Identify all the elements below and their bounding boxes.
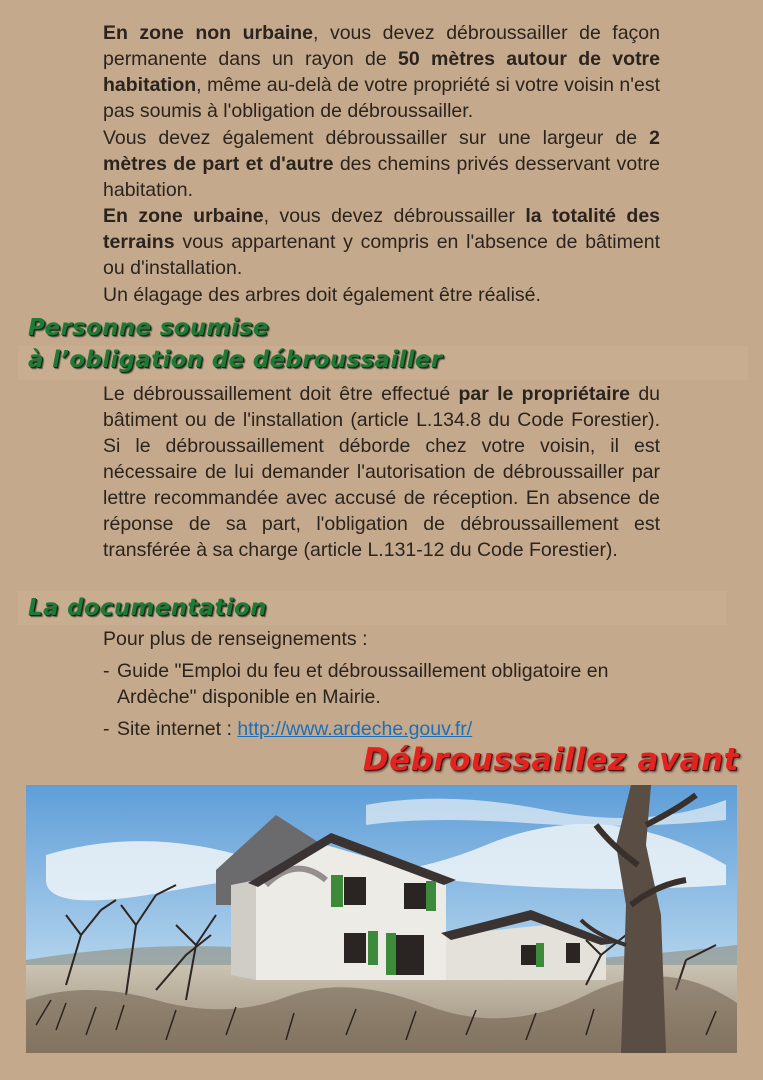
documentation-intro: Pour plus de renseignements :: [103, 628, 368, 650]
text: , vous devez débroussailler de façon permanente dans un rayon de: [103, 22, 660, 70]
zone-non-urbaine-paragraph: [103, 20, 660, 124]
documentation-list: [103, 626, 663, 742]
banner-title: Débroussaillez avant: [362, 742, 739, 778]
guide-text: Guide "Emploi du feu et débroussaillement obligatoire en Ardèche" disponible en Mairie.: [117, 660, 609, 708]
bold-text: 50 mètres autour de votre habitation: [103, 48, 660, 96]
heading-obligation: à l’obligation de débroussailler: [28, 347, 443, 373]
site-prefix: Site internet :: [117, 718, 238, 740]
text: des chemins privés desservant votre habitation.: [103, 153, 660, 201]
text: du bâtiment ou de l'installation (article L.134.8 du Code Forestier). Si le débroussaillement déborde chez votre voisin, il est nécessaire de lui demander l'autorisation de débroussailler par lettre recommandée avec accusé de réception. En absence de réponse de sa part, l'obligation de débroussaillement est transférée à sa charge (article L.131-12 du Code Forestier).: [103, 383, 661, 561]
bold-text: par le propriétaire: [458, 383, 631, 405]
burned-house-illustration: [26, 785, 737, 1053]
elagage-paragraph: Un élagage des arbres doit également être réalisé.: [103, 284, 541, 306]
heading-personne-soumise: Personne soumise: [28, 315, 269, 341]
text: vous appartenant y compris en l'absence de bâtiment ou d'installation.: [103, 231, 660, 279]
bold-text: la totalité des terrains: [103, 205, 661, 253]
list-item: [103, 716, 663, 742]
zone-urbaine-paragraph: [103, 203, 660, 281]
website-link[interactable]: http://www.ardeche.gouv.fr/: [237, 718, 473, 740]
list-dash: -: [103, 718, 110, 740]
bold-text: En zone non urbaine: [103, 22, 314, 44]
bold-text: 2 mètres de part et d'autre: [103, 127, 660, 175]
text: Le débroussaillement doit être effectué: [103, 383, 459, 405]
list-dash: -: [103, 660, 110, 682]
bold-text: En zone urbaine: [103, 205, 264, 227]
text: , même au-delà de votre propriété si votre voisin n'est pas soumis à l'obligation de débroussailler.: [103, 74, 660, 122]
text: , vous devez débroussailler: [263, 205, 526, 227]
heading-documentation: La documentation: [28, 595, 267, 621]
text: Vous devez également débroussailler sur une largeur de: [103, 127, 650, 149]
list-item: [103, 658, 663, 710]
chemins-paragraph: [103, 125, 660, 203]
proprietaire-paragraph: [103, 381, 660, 563]
